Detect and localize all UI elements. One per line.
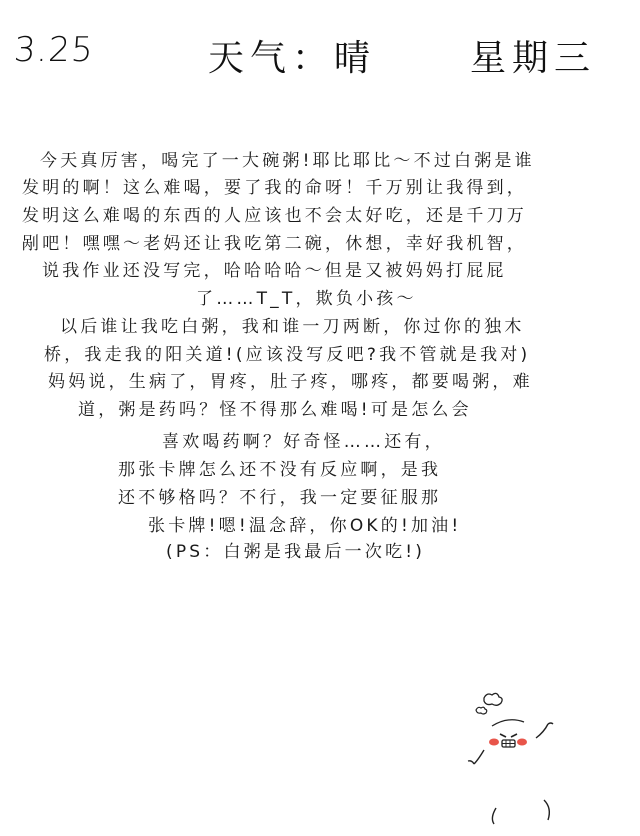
diary-line: 还不够格吗？不行，我一定要征服那	[118, 488, 442, 508]
diary-line: 桥，我走我的阳关道!(应该没写反吧?我不管就是我对)	[44, 345, 531, 365]
diary-line: 道，粥是药吗？怪不得那么难喝!可是怎么会	[78, 400, 472, 420]
angry-cartoon-character-icon	[462, 688, 592, 828]
diary-line: 妈妈说，生病了，胃疼，肚子疼，哪疼，都要喝粥，难	[48, 372, 533, 392]
diary-date: 3.25	[12, 30, 96, 70]
diary-line: 今天真厉害，喝完了一大碗粥!耶比耶比～不过白粥是谁	[40, 151, 535, 171]
diary-weekday: 星期三	[470, 38, 597, 79]
diary-line: 张卡牌!嗯!温念辞，你OK的!加油!	[148, 516, 462, 536]
diary-weather: 天气：晴	[208, 38, 377, 79]
diary-header	[0, 30, 640, 80]
diary-line: 以后谁让我吃白粥，我和谁一刀两断，你过你的独木	[60, 317, 525, 337]
diary-line: 那张卡牌怎么还不没有反应啊，是我	[118, 460, 442, 480]
diary-line: (PS：白粥是我最后一次吃!)	[166, 542, 426, 562]
diary-line: 剐吧！嘿嘿～老妈还让我吃第二碗，休想，幸好我机智，	[22, 234, 527, 254]
diary-line: 发明这么难喝的东西的人应该也不会太好吃，还是千刀万	[22, 206, 527, 226]
diary-line: 发明的啊！这么难喝，要了我的命呀！千万别让我得到，	[22, 178, 527, 198]
diary-line: 了……T_T，欺负小孩～	[196, 289, 417, 309]
diary-line: 喜欢喝药啊？好奇怪……还有，	[162, 432, 445, 452]
diary-line: 说我作业还没写完，哈哈哈哈～但是又被妈妈打屁屁	[42, 261, 507, 281]
